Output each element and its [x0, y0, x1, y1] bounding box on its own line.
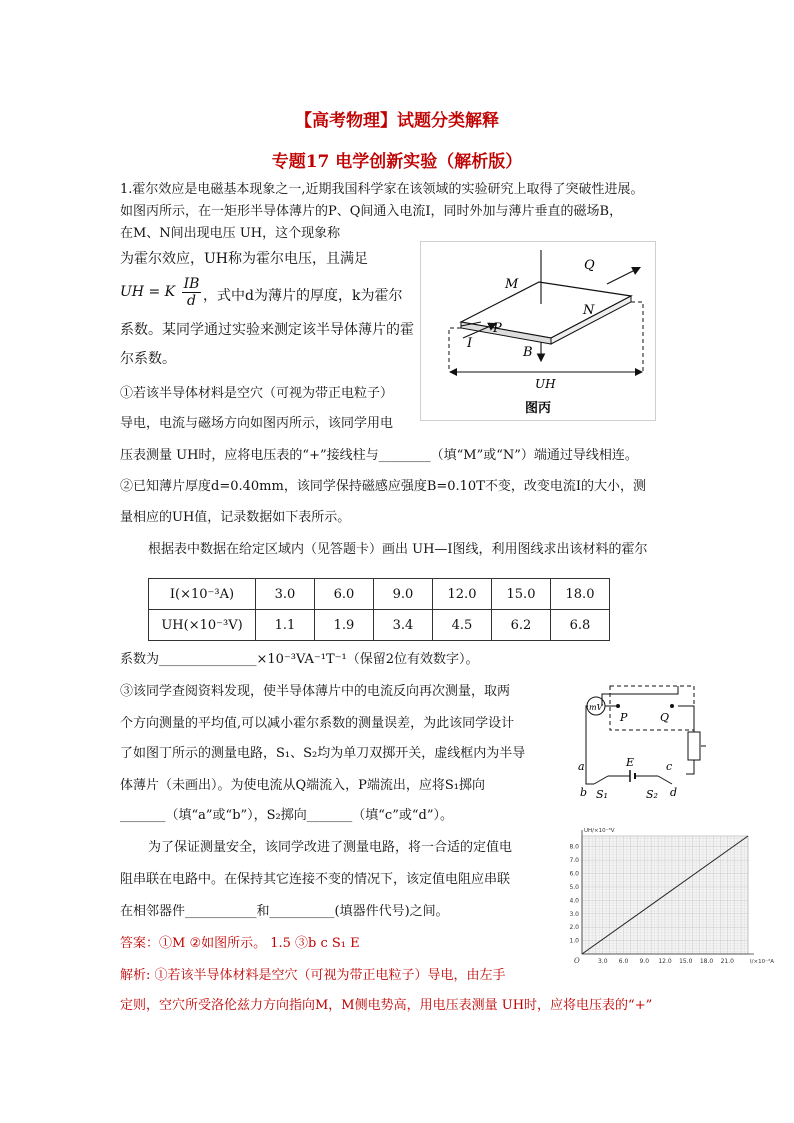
chart-y-tick-label: 3.0	[569, 910, 579, 918]
intro-line-6: 尔系数。	[120, 351, 176, 367]
analysis-line-2: 定则，空穴所受洛伦兹力方向指向M，M侧电势高，用电压表测量 UH时，应将电压表的“+”	[120, 998, 653, 1013]
circuit-diagram	[574, 680, 716, 806]
switch-s1	[594, 776, 608, 784]
intro-line-1: 1.霍尔效应是电磁基本现象之一,近期我国科学家在该领域的实验研究上取得了突破性进展。	[120, 182, 644, 197]
chart-y-tick-label: 2.0	[569, 924, 579, 932]
figure-bing-caption: 图丙	[525, 401, 552, 416]
label-M: M	[505, 277, 519, 292]
table-cell: 12.0	[433, 579, 492, 610]
table-cell: 1.9	[315, 610, 374, 641]
rheostat	[688, 732, 700, 760]
p2-answer-line: 系数为_______________×10⁻³VA⁻¹T⁻¹（保留2位有效数字）。	[120, 652, 479, 667]
label-E: E	[626, 756, 635, 769]
p1-line-3: 压表测量 UH时，应将电压表的“+”接线柱与________（填“M”或“N”）端通过导线相连。	[120, 448, 638, 463]
p2-instruction: 根据表中数据在给定区域内（见答题卡）画出 UH—I图线，利用图线求出该材料的霍尔	[148, 542, 648, 557]
chart-origin-label: O	[574, 957, 580, 965]
node	[616, 704, 620, 708]
formula-numerator: IB	[183, 276, 200, 292]
wire-right-bottom	[686, 760, 694, 774]
node	[670, 704, 674, 708]
table-cell: 18.0	[551, 579, 610, 610]
intro-line-4: 为霍尔效应，UH称为霍尔电压，且满足	[120, 251, 369, 267]
label-B: B	[523, 345, 533, 360]
label-UH: UH	[535, 377, 556, 391]
table-cell: 6.8	[551, 610, 610, 641]
intro-line-5: 系数。某同学通过实验来测定该半导体薄片的霍	[120, 322, 414, 338]
chart-svg	[548, 822, 774, 972]
formula-denominator: d	[186, 293, 196, 309]
label-c: c	[666, 760, 673, 773]
wire-left	[586, 706, 594, 784]
chart-x-tick-label: 21.0	[720, 958, 734, 965]
label-I: I	[467, 336, 473, 351]
label-S2: S₂	[646, 788, 658, 801]
table-cell: 6.0	[315, 579, 374, 610]
dash-right	[631, 302, 643, 372]
dash-left	[449, 328, 461, 372]
label-N: N	[583, 303, 595, 318]
table-cell: 6.2	[492, 610, 551, 641]
chart-x-tick-label: 12.0	[658, 958, 672, 965]
table-cell: I(×10⁻³A)	[149, 579, 256, 610]
data-table-wrap	[148, 578, 610, 641]
uh-i-chart	[548, 822, 774, 972]
chart-x-tick-label: 9.0	[639, 958, 650, 965]
chart-x-tick-label: 18.0	[699, 958, 714, 965]
label-S1: S₁	[596, 788, 608, 801]
chart-y-tick-label: 5.0	[569, 883, 579, 891]
figure-bing	[420, 241, 656, 421]
p4-line-1: 为了保证测量安全，该同学改进了测量电路，将一合适的定值电	[148, 840, 513, 855]
p2-line-1: ②已知薄片厚度d=0.40mm，该同学保持磁感应强度B=0.10T不变，改变电流I的大小，测	[120, 479, 647, 494]
intro-line-2: 如图丙所示，在一矩形半导体薄片的P、Q间通入电流I，同时外加与薄片垂直的磁场B，	[120, 204, 623, 219]
switch-s2	[658, 776, 672, 784]
table-row	[149, 579, 610, 610]
meter-label: mV	[589, 703, 603, 712]
p3-line-1: ③该同学查阅资料发现，使半导体薄片中的电流反向再次测量，取两	[120, 684, 511, 699]
wire-right	[678, 706, 694, 732]
p1-line-2: 导电，电流与磁场方向如图丙所示，该同学用电	[120, 416, 394, 431]
answer-line: 答案：①M ②如图所示。 1.5 ③b c S₁ E	[120, 936, 360, 951]
chart-y-tick-label: 4.0	[569, 897, 579, 905]
chart-x-tick-label: 15.0	[679, 958, 693, 965]
chart-x-label: I/×10⁻³A	[750, 959, 774, 965]
label-Q: Q	[660, 711, 670, 724]
figure-ding	[574, 680, 716, 806]
p4-line-2: 阻串联在电路中。在保持其它连接不变的情况下，该定值电阻应串联	[120, 872, 511, 887]
formula	[120, 276, 201, 309]
p2-line-2: 量相应的UH值，记录数据如下表所示。	[120, 510, 351, 525]
formula-lhs: UH = K	[120, 284, 176, 300]
data-table	[148, 578, 610, 641]
wire-top	[602, 686, 678, 706]
chart-x-tick-label: 6.0	[618, 958, 629, 965]
p4-line-3: 在相邻器件___________和__________(填器件代号)之间。	[120, 904, 449, 919]
label-a: a	[578, 760, 585, 773]
table-cell: 1.1	[256, 610, 315, 641]
hall-plate-diagram	[421, 242, 655, 420]
chart-y-tick-label: 1.0	[569, 937, 579, 945]
formula-rest: ，式中d为薄片的厚度，k为霍尔	[203, 288, 403, 304]
label-b: b	[580, 786, 588, 799]
chart-y-tick-label: 7.0	[569, 857, 579, 865]
page-title: 【高考物理】试题分类解释	[295, 111, 499, 131]
p3-line-3: 了如图丁所示的测量电路，S₁、S₂均为单刀双掷开关，虚线框内为半导	[120, 746, 526, 761]
label-Q: Q	[584, 258, 595, 273]
table-cell: 4.5	[433, 610, 492, 641]
table-cell: 3.4	[374, 610, 433, 641]
label-P: P	[493, 321, 502, 336]
table-cell: 9.0	[374, 579, 433, 610]
intro-line-3: 在M、N间出现电压 UH，这个现象称	[120, 226, 341, 241]
chart-x-tick-label: 3.0	[597, 958, 608, 965]
chart-y-label: UH/×10⁻³V	[584, 828, 615, 834]
formula-fraction	[182, 276, 202, 309]
p3-line-4: 体薄片（未画出）。为使电流从Q端流入，P端流出，应将S₁掷向	[120, 778, 486, 793]
current-out-arrow	[607, 268, 639, 284]
table-row	[149, 610, 610, 641]
p3-line-5: _______（填“a”或“b”），S₂掷向_______（填“c”或“d”）。	[120, 808, 453, 823]
p1-line-1: ①若该半导体材料是空穴（可视为带正电粒子）	[120, 386, 394, 401]
p3-line-2: 个方向测量的平均值,可以减小霍尔系数的测量误差，为此该同学设计	[120, 716, 515, 731]
page-subtitle: 专题17 电学创新实验（解析版）	[271, 152, 523, 172]
label-d: d	[670, 786, 678, 799]
table-cell: UH(×10⁻³V)	[149, 610, 256, 641]
table-cell: 15.0	[492, 579, 551, 610]
chart-y-tick-label: 6.0	[569, 870, 579, 878]
chart-y-tick-label: 8.0	[569, 843, 579, 851]
table-cell: 3.0	[256, 579, 315, 610]
label-P: P	[620, 711, 628, 724]
analysis-line-1: 解析: ①若该半导体材料是空穴（可视为带正电粒子）导电，由左手	[120, 968, 506, 983]
